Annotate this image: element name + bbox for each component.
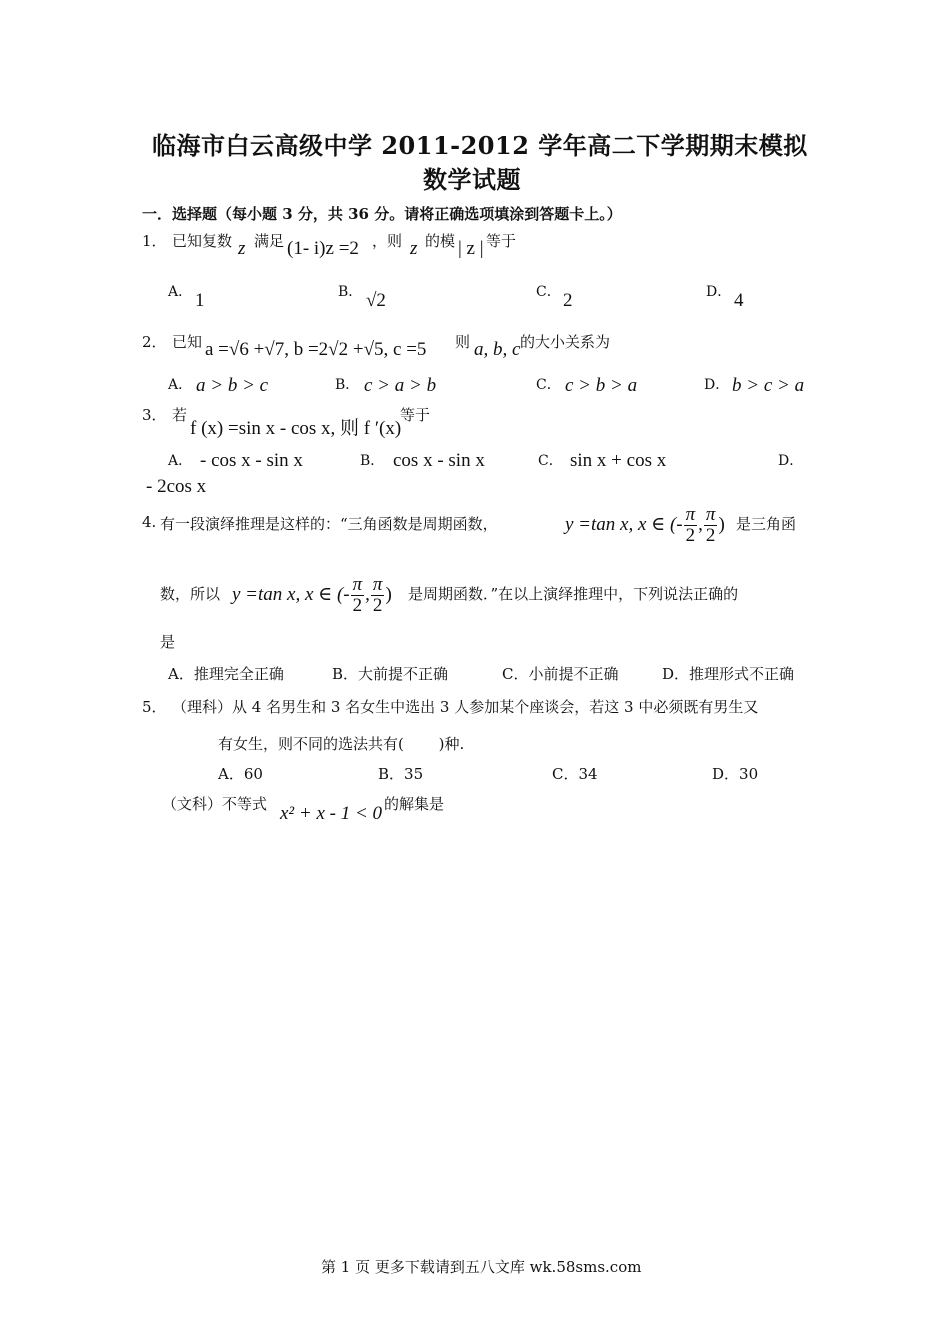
q5-option-a-label: A．	[218, 765, 244, 783]
q4-frac-2-num: π	[705, 504, 716, 525]
q4-frac-1-num: π	[685, 504, 696, 525]
q4-frac-2	[704, 505, 718, 546]
q3-option-d-value: - 2cos x	[146, 476, 207, 497]
q1-condition: (1- i)z =2	[287, 238, 359, 259]
q3-expression: f (x) =sin x - cos x, 则 f ′(x)	[190, 418, 402, 439]
q4-frac-3-num: π	[352, 574, 363, 595]
q4-frac-3	[351, 575, 365, 616]
q4-option-a	[168, 663, 284, 684]
q4-frac-2-den: 2	[705, 524, 716, 546]
q3-text-1: 若	[172, 406, 188, 424]
q4-frac-4	[371, 575, 385, 616]
q4-text-4: 是周期函数．”在以上演绎推理中，下列说法正确的	[408, 585, 739, 603]
q1-number: 1．	[142, 232, 167, 250]
q3-number: 3．	[142, 406, 167, 424]
page-footer: 第 1 页 更多下载请到五八文库 wk.58sms.com	[321, 1258, 642, 1276]
q4-frac-3-den: 2	[352, 594, 363, 616]
q2-option-d-label: D．	[704, 377, 730, 393]
q4-text-5: 是	[160, 633, 176, 651]
q5-option-b	[378, 763, 423, 784]
q4-frac-4-num: π	[372, 574, 383, 595]
q1-option-b-value: √2	[366, 290, 386, 311]
q1-option-c-label: C．	[536, 284, 561, 300]
q4-text-3: 数，所以	[160, 585, 221, 603]
q4-expression-2	[232, 575, 392, 616]
q4-expr-1-comma: ,	[698, 513, 703, 535]
q4-text-2: 是三角函	[736, 515, 797, 533]
q2-option-c-label: C．	[536, 377, 561, 393]
q1-modulus: | z |	[458, 238, 484, 259]
q5-option-d	[712, 763, 758, 784]
q2-option-b-value: c > a > b	[364, 375, 437, 396]
q4-frac-4-den: 2	[372, 594, 383, 616]
q2-option-d-value: b > c > a	[732, 375, 805, 396]
q5-option-c	[552, 763, 598, 784]
q4-frac-1-den: 2	[685, 524, 696, 546]
q2-option-a-value: a > b > c	[196, 375, 269, 396]
q1-text-1: 已知复数	[172, 232, 233, 250]
q5-option-c-label: C．	[552, 765, 579, 783]
q1-option-b-label: B．	[338, 284, 363, 300]
q4-option-d	[662, 663, 794, 684]
q3-option-d-label: D．	[778, 453, 804, 469]
q4-expression-1	[565, 505, 725, 546]
q5-option-d-label: D．	[712, 765, 740, 783]
q2-expression: a =√6 +√7, b =2√2 +√5, c =5	[205, 339, 427, 360]
q5-wenke-label: （文科）不等式	[162, 795, 268, 813]
q4-number: 4.	[142, 513, 157, 531]
q5-option-b-label: B．	[378, 765, 405, 783]
q3-option-b-value: cos x - sin x	[393, 450, 485, 471]
q1-option-c-value: 2	[563, 290, 573, 311]
q5-text-3: 的解集是	[384, 795, 445, 813]
q2-option-a-label: A．	[168, 377, 193, 393]
q4-option-a-label: A．	[168, 665, 194, 683]
q1-text-5: 等于	[486, 232, 517, 250]
q3-option-a-value: - cos x - sin x	[200, 450, 303, 471]
q5-option-c-value: 34	[578, 765, 598, 783]
q1-text-2: 满足	[254, 232, 285, 250]
q4-option-c-label: C．	[502, 665, 529, 683]
q4-expr-2-close: )	[385, 583, 392, 605]
q5-text-1: （理科）从 4 名男生和 3 名女生中选出 3 人参加某个座谈会，若这 3 中必须既有男生又	[172, 698, 759, 716]
q1-var-z: z	[238, 238, 246, 259]
q1-var-z2: z	[410, 238, 418, 259]
q2-number: 2．	[142, 333, 167, 351]
q4-expr-2-comma: ,	[365, 583, 370, 605]
q4-frac-1	[684, 505, 698, 546]
q1-option-a-value: 1	[195, 290, 205, 311]
q4-option-b	[332, 663, 448, 684]
q1-text-4: 的模	[425, 232, 456, 250]
q3-option-c-label: C．	[538, 453, 563, 469]
q4-option-c	[502, 663, 619, 684]
q3-option-c-value: sin x + cos x	[570, 450, 667, 471]
q5-option-b-value: 35	[404, 765, 424, 783]
q2-vars: a, b, c	[474, 339, 521, 360]
title-line-2: 数学试题	[423, 165, 521, 194]
section-header: 一．选择题（每小题 3 分，共 36 分。请将正确选项填涂到答题卡上。）	[142, 205, 622, 223]
q4-option-b-label: B．	[332, 665, 359, 683]
q4-expr-2-prefix: y =tan x, x ∈ (-	[232, 583, 350, 605]
q5-option-a	[218, 763, 263, 784]
q3-text-2: 等于	[400, 406, 431, 424]
q4-expr-1-close: )	[718, 513, 725, 535]
q2-text-1: 已知	[172, 333, 203, 351]
q1-option-a-label: A．	[168, 284, 193, 300]
q2-option-c-value: c > b > a	[565, 375, 638, 396]
q2-option-b-label: B．	[335, 377, 360, 393]
q2-text-3: 的大小关系为	[520, 333, 611, 351]
q4-expr-1-prefix: y =tan x, x ∈ (-	[565, 513, 683, 535]
q4-option-c-value: 小前提不正确	[528, 665, 619, 683]
q4-option-d-label: D．	[662, 665, 690, 683]
q1-option-d-value: 4	[734, 290, 744, 311]
title-line-1: 临海市白云高级中学 2011-2012 学年高二下学期期末模拟	[152, 131, 808, 160]
q1-text-3: ，则	[372, 232, 403, 250]
q2-text-2: 则	[455, 333, 471, 351]
q4-text-1: 有一段演绎推理是这样的：“三角函数是周期函数，	[160, 515, 498, 533]
q4-option-d-value: 推理形式不正确	[689, 665, 795, 683]
q3-option-b-label: B．	[360, 453, 385, 469]
q3-option-a-label: A．	[168, 453, 193, 469]
q5-option-a-value: 60	[243, 765, 263, 783]
q4-option-a-value: 推理完全正确	[193, 665, 284, 683]
q5-option-d-value: 30	[739, 765, 759, 783]
q5-number: 5．	[142, 698, 167, 716]
q4-option-b-value: 大前提不正确	[358, 665, 449, 683]
q5-inequality: x² + x - 1 < 0	[280, 803, 383, 824]
q5-text-2: 有女生，则不同的选法共有( )种.	[218, 735, 465, 753]
q1-option-d-label: D．	[706, 284, 732, 300]
